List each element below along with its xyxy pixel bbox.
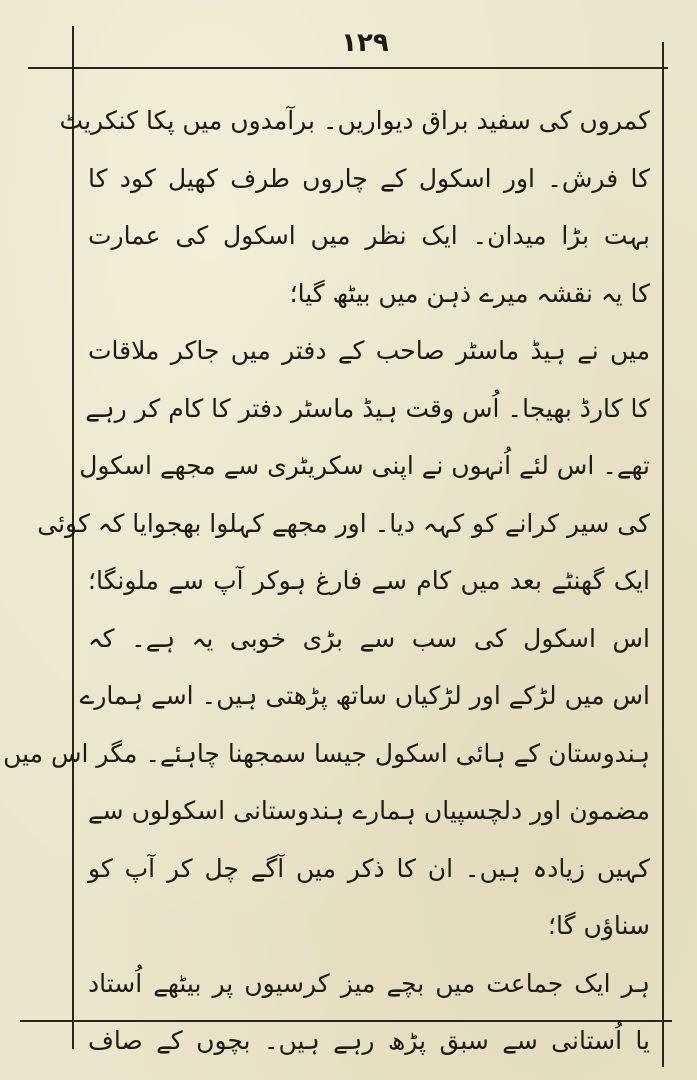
text-line: سناؤں گا؛ (548, 911, 650, 940)
text-line: میں نے ہیڈ ماسٹر صاحب کے دفتر میں جاکر ملاقات (88, 336, 650, 365)
text-line: بہت بڑا میدان۔ ایک نظر میں اسکول کی عمارت (88, 221, 650, 250)
text-line: ہندوستان کے ہائی اسکول جیسا سمجھنا چاہئے۔ مگر اس میں (3, 738, 650, 768)
text-line: اس میں لڑکے اور لڑکیاں ساتھ پڑھتی ہیں۔ اسے ہمارے (79, 681, 650, 710)
text-line: کا فرش۔ اور اسکول کے چاروں طرف کھیل کود کا (88, 163, 650, 193)
body-text (3, 92, 650, 1070)
text-line: یا اُستانی سے سبق پڑھ رہے ہیں۔ بچوں کے صاف (88, 1026, 650, 1055)
text-line: مضمون اور دلچسپیاں ہمارے ہندوستانی اسکولوں سے (88, 796, 650, 825)
page-number: ۱۲۹ (341, 28, 389, 58)
text-line: کی سیر کرانے کو کہہ دیا۔ اور مجھے کہلوا بھجوایا کہ کوئی (37, 508, 650, 538)
text-line: اس اسکول کی سب سے بڑی خوبی یہ ہے۔ کہ (88, 623, 650, 653)
text-line: کا کارڈ بھیجا۔ اُس وقت ہیڈ ماسٹر دفتر کا کام کر رہے (85, 393, 650, 423)
text-line: ایک گھنٹے بعد میں کام سے فارغ ہوکر آپ سے ملونگا؛ (88, 566, 650, 595)
text-line: کمروں کی سفید براق دیواریں۔ برآمدوں میں پکا کنکریٹ (59, 106, 650, 135)
right-border-line (662, 42, 664, 1067)
text-line: ہر ایک جماعت میں بچے میز کرسیوں پر بیٹھے اُستاد (88, 968, 650, 998)
text-line: کا یہ نقشہ میرے ذہن میں بیٹھ گیا؛ (289, 278, 650, 308)
text-line: کہیں زیادہ ہیں۔ ان کا ذکر میں آگے چل کر آپ کو (88, 853, 650, 883)
text-line: تھے۔ اس لئے اُنہوں نے اپنی سکریٹری سے مجھے اسکول (79, 451, 650, 480)
top-border-line (28, 67, 668, 69)
